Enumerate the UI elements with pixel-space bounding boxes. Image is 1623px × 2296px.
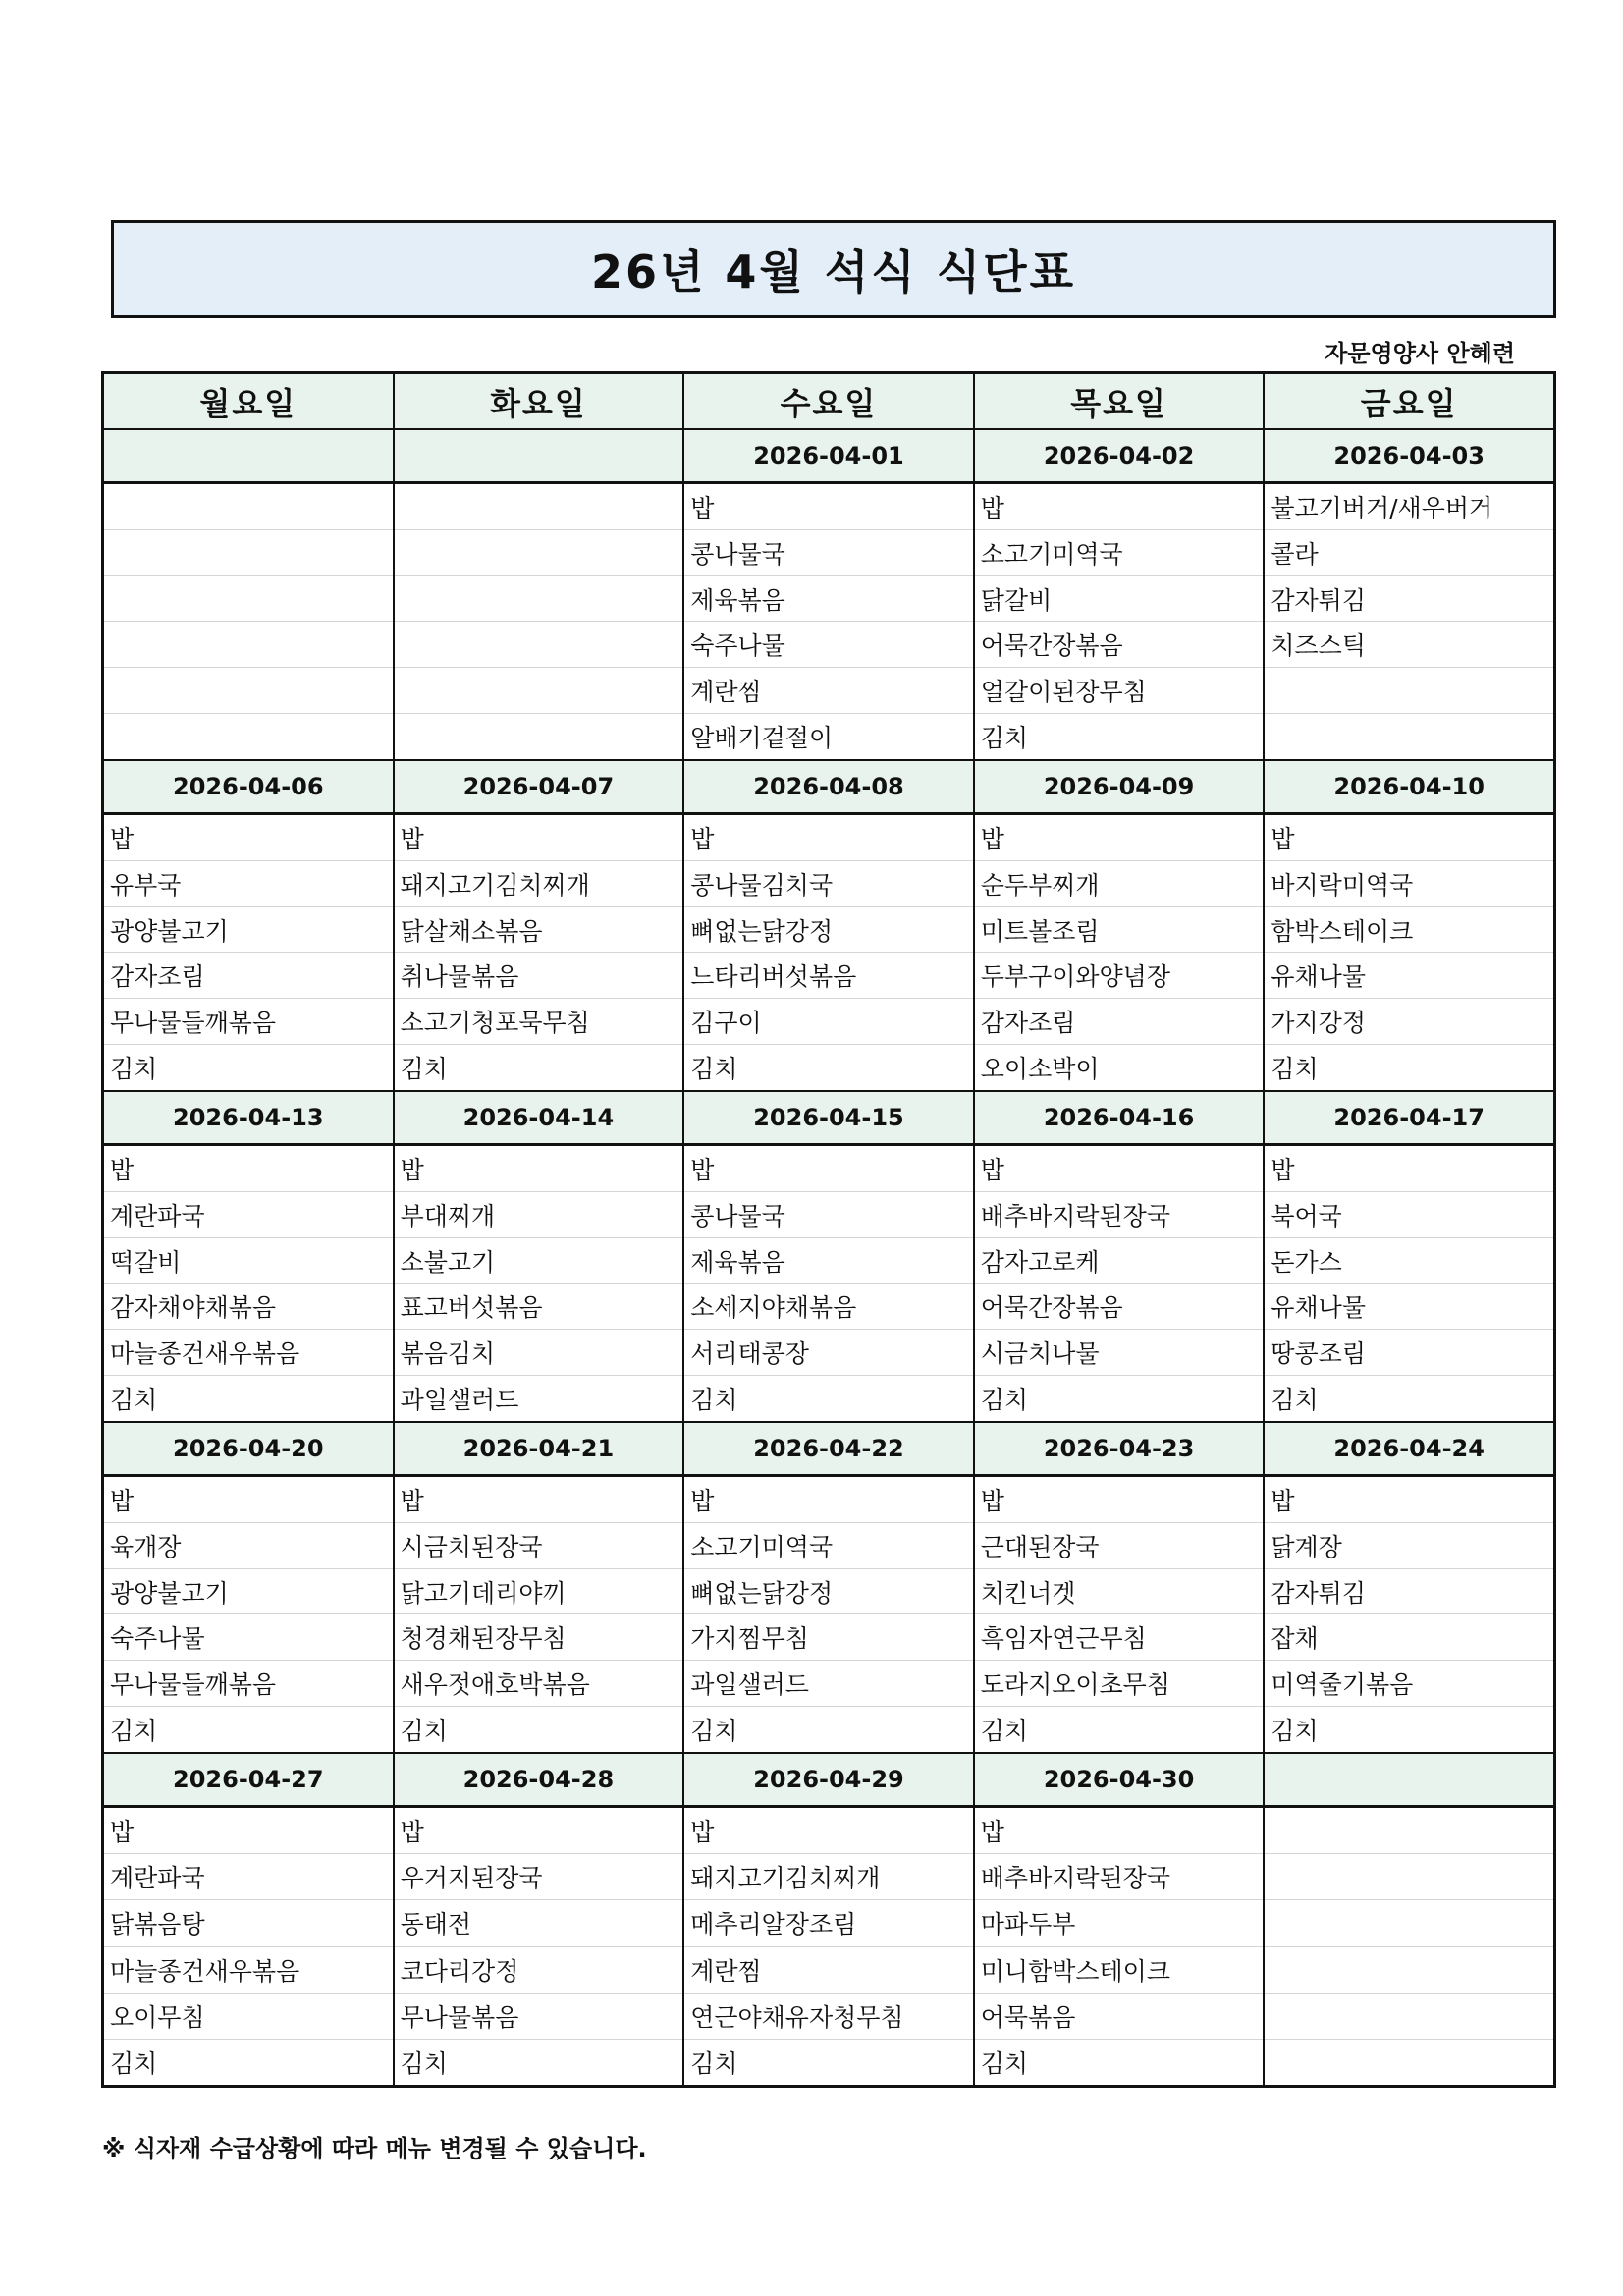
date-cell-wed: 2026-04-29 xyxy=(684,1754,975,1808)
dish-item: 미트볼조림 xyxy=(975,907,1264,954)
dish-item: 김치 xyxy=(400,1717,448,1746)
dish-item: 두부구이와양념장 xyxy=(975,953,1264,999)
dish-item: 알배기겉절이 xyxy=(690,724,834,753)
dish-item: 감자튀김 xyxy=(1265,1569,1553,1615)
dish-item: 메추리알장조림 xyxy=(684,1900,973,1946)
dish-item: 돼지고기김치찌개 xyxy=(395,861,683,907)
dish-item: 밥 xyxy=(975,1477,1264,1523)
dish-item: 돼지고기김치찌개 xyxy=(684,1854,973,1900)
dish-item: 닭계장 xyxy=(1265,1523,1553,1569)
date-cell-tue: 2026-04-28 xyxy=(395,1754,685,1808)
dish-item: 닭볶음탕 xyxy=(104,1900,393,1946)
weekday-header-wed: 수요일 xyxy=(684,374,975,430)
dish-item xyxy=(1265,1947,1553,1994)
dish-item: 뼈없는닭강정 xyxy=(684,1569,973,1615)
menu-cell-mon xyxy=(104,484,395,761)
dish-item: 시금치나물 xyxy=(975,1330,1264,1376)
dish-item: 부대찌개 xyxy=(395,1192,683,1238)
dish-item: 밥 xyxy=(975,1146,1264,1192)
menu-cell-wed xyxy=(684,484,975,761)
dish-item: 과일샐러드 xyxy=(400,1386,519,1415)
dish-item: 김치 xyxy=(110,1386,158,1415)
dish-item: 소불고기 xyxy=(395,1238,683,1285)
date-row xyxy=(104,1423,1553,1477)
dish-item: 김치 xyxy=(1271,1055,1319,1084)
date-cell-thu: 2026-04-30 xyxy=(975,1754,1266,1808)
dish-item xyxy=(104,484,393,530)
dish-item: 김치 xyxy=(400,2049,448,2078)
date-cell-thu: 2026-04-09 xyxy=(975,761,1266,815)
dish-item: 잡채 xyxy=(1265,1614,1553,1661)
date-cell-thu: 2026-04-02 xyxy=(975,430,1266,484)
date-cell-wed: 2026-04-22 xyxy=(684,1423,975,1477)
weekday-header-row xyxy=(104,374,1553,430)
dish-item: 콩나물국 xyxy=(684,530,973,576)
dish-item xyxy=(104,530,393,576)
dish-row xyxy=(104,484,1553,761)
menu-cell-tue xyxy=(395,1146,685,1423)
dish-item: 제육볶음 xyxy=(684,576,973,623)
dish-item: 밥 xyxy=(104,1146,393,1192)
dish-item: 김치 xyxy=(110,2049,158,2078)
dish-item: 닭갈비 xyxy=(975,576,1264,623)
dish-item: 콩나물국 xyxy=(684,1192,973,1238)
dish-item: 밥 xyxy=(1265,1146,1553,1192)
dish-item: 서리태콩장 xyxy=(684,1330,973,1376)
dish-item: 김치 xyxy=(690,1717,738,1746)
dish-item: 흑임자연근무침 xyxy=(975,1614,1264,1661)
date-cell-mon xyxy=(104,430,395,484)
dish-item xyxy=(104,668,393,714)
dish-item: 유부국 xyxy=(104,861,393,907)
menu-cell-tue xyxy=(395,815,685,1092)
dish-item: 밥 xyxy=(684,815,973,861)
dish-item: 마파두부 xyxy=(975,1900,1264,1946)
menu-cell-fri xyxy=(1265,484,1553,761)
dish-item: 표고버섯볶음 xyxy=(395,1284,683,1330)
dish-item: 밥 xyxy=(395,1146,683,1192)
dish-item xyxy=(1265,668,1553,714)
menu-cell-wed xyxy=(684,815,975,1092)
dish-item: 숙주나물 xyxy=(104,1614,393,1661)
dish-item: 감자튀김 xyxy=(1265,576,1553,623)
dish-item xyxy=(1265,2040,1553,2085)
dish-item: 감자고로케 xyxy=(975,1238,1264,1285)
menu-cell-thu xyxy=(975,1477,1266,1754)
dish-item: 김치 xyxy=(110,1717,158,1746)
dish-item: 밥 xyxy=(975,1808,1264,1854)
dish-item: 제육볶음 xyxy=(684,1238,973,1285)
dish-item xyxy=(395,668,683,714)
date-cell-wed: 2026-04-08 xyxy=(684,761,975,815)
dish-item xyxy=(395,576,683,623)
dish-item: 계란찜 xyxy=(684,668,973,714)
dish-item: 바지락미역국 xyxy=(1265,861,1553,907)
dish-item: 무나물들깨볶음 xyxy=(104,1661,393,1707)
dish-row xyxy=(104,1808,1553,2085)
dish-item: 함박스테이크 xyxy=(1265,907,1553,954)
dish-item: 뼈없는닭강정 xyxy=(684,907,973,954)
dish-row xyxy=(104,1146,1553,1423)
dish-item: 육개장 xyxy=(104,1523,393,1569)
date-cell-fri: 2026-04-03 xyxy=(1265,430,1553,484)
dish-item: 미니함박스테이크 xyxy=(975,1947,1264,1994)
dish-item: 밥 xyxy=(395,1477,683,1523)
dish-item: 김구이 xyxy=(684,999,973,1045)
date-cell-fri xyxy=(1265,1754,1553,1808)
dish-item: 숙주나물 xyxy=(684,622,973,668)
dish-item: 김치 xyxy=(690,1386,738,1415)
dish-item: 가지강정 xyxy=(1265,999,1553,1045)
dish-item: 밥 xyxy=(684,1146,973,1192)
dish-item: 밥 xyxy=(684,484,973,530)
dish-item: 밥 xyxy=(1265,1477,1553,1523)
dish-item xyxy=(1265,1854,1553,1900)
dish-item xyxy=(104,622,393,668)
date-row xyxy=(104,761,1553,815)
dish-item xyxy=(104,576,393,623)
dish-item: 광양불고기 xyxy=(104,907,393,954)
dish-item: 닭고기데리야끼 xyxy=(395,1569,683,1615)
dish-item: 돈가스 xyxy=(1265,1238,1553,1285)
week-block-2 xyxy=(104,761,1553,1092)
menu-cell-fri xyxy=(1265,1477,1553,1754)
dish-item: 김치 xyxy=(980,1386,1029,1415)
dish-item: 유채나물 xyxy=(1265,1284,1553,1330)
date-cell-mon: 2026-04-06 xyxy=(104,761,395,815)
dish-item: 새우젓애호박볶음 xyxy=(395,1661,683,1707)
dish-item: 코다리강정 xyxy=(395,1947,683,1994)
dish-item: 치즈스틱 xyxy=(1265,622,1553,668)
date-cell-tue: 2026-04-07 xyxy=(395,761,685,815)
dish-item: 콩나물김치국 xyxy=(684,861,973,907)
dish-item xyxy=(1265,1994,1553,2040)
dish-item: 계란파국 xyxy=(104,1854,393,1900)
dish-item: 무나물볶음 xyxy=(395,1994,683,2040)
dish-item: 배추바지락된장국 xyxy=(975,1192,1264,1238)
dish-item: 소고기청포묵무침 xyxy=(395,999,683,1045)
dish-item: 과일샐러드 xyxy=(684,1661,973,1707)
dish-item: 얼갈이된장무침 xyxy=(975,668,1264,714)
dish-item: 콜라 xyxy=(1265,530,1553,576)
dish-item: 밥 xyxy=(395,1808,683,1854)
menu-cell-fri xyxy=(1265,815,1553,1092)
dish-item: 밥 xyxy=(684,1808,973,1854)
menu-cell-thu xyxy=(975,1146,1266,1423)
dish-item: 김치 xyxy=(1271,1386,1319,1415)
menu-cell-fri xyxy=(1265,1808,1553,2085)
dish-item: 감자조림 xyxy=(975,999,1264,1045)
dish-item xyxy=(395,622,683,668)
dish-item: 오이무침 xyxy=(104,1994,393,2040)
dish-item: 가지찜무침 xyxy=(684,1614,973,1661)
dish-item: 밥 xyxy=(684,1477,973,1523)
dish-item: 밥 xyxy=(395,815,683,861)
dish-item: 계란파국 xyxy=(104,1192,393,1238)
dish-item xyxy=(1265,1900,1553,1946)
date-cell-mon: 2026-04-20 xyxy=(104,1423,395,1477)
menu-cell-mon xyxy=(104,1808,395,2085)
date-cell-mon: 2026-04-27 xyxy=(104,1754,395,1808)
dish-item: 김치 xyxy=(400,1055,448,1084)
date-cell-fri: 2026-04-24 xyxy=(1265,1423,1553,1477)
menu-cell-thu xyxy=(975,815,1266,1092)
dish-item: 마늘종건새우볶음 xyxy=(104,1947,393,1994)
week-block-5 xyxy=(104,1754,1553,2085)
menu-cell-thu xyxy=(975,1808,1266,2085)
dish-item: 근대된장국 xyxy=(975,1523,1264,1569)
week-block-3 xyxy=(104,1092,1553,1423)
dish-item: 계란찜 xyxy=(684,1947,973,1994)
dish-item: 소세지야채볶음 xyxy=(684,1284,973,1330)
dish-item: 오이소박이 xyxy=(980,1055,1100,1084)
dish-item xyxy=(1265,714,1553,759)
dish-item: 치킨너겟 xyxy=(975,1569,1264,1615)
date-cell-wed: 2026-04-01 xyxy=(684,430,975,484)
dish-item: 밥 xyxy=(1265,815,1553,861)
dish-item xyxy=(1265,1808,1553,1854)
date-row xyxy=(104,1092,1553,1146)
dish-item: 느타리버섯볶음 xyxy=(684,953,973,999)
dish-item: 볶음김치 xyxy=(395,1330,683,1376)
dish-item: 밥 xyxy=(104,1808,393,1854)
menu-cell-mon xyxy=(104,1477,395,1754)
dish-item: 배추바지락된장국 xyxy=(975,1854,1264,1900)
dish-item: 시금치된장국 xyxy=(395,1523,683,1569)
menu-cell-tue xyxy=(395,1477,685,1754)
week-block-4 xyxy=(104,1423,1553,1754)
date-cell-tue xyxy=(395,430,685,484)
dish-item: 청경채된장무침 xyxy=(395,1614,683,1661)
dish-item: 소고기미역국 xyxy=(975,530,1264,576)
dish-item: 도라지오이초무침 xyxy=(975,1661,1264,1707)
dish-item: 순두부찌개 xyxy=(975,861,1264,907)
date-cell-mon: 2026-04-13 xyxy=(104,1092,395,1146)
page-title: 26년 4월 석식 식단표 xyxy=(590,246,1077,299)
menu-table xyxy=(101,371,1556,2088)
dish-item: 동태전 xyxy=(395,1900,683,1946)
date-cell-fri: 2026-04-17 xyxy=(1265,1092,1553,1146)
weekday-header-tue: 화요일 xyxy=(395,374,685,430)
dish-item: 어묵간장볶음 xyxy=(975,622,1264,668)
dish-row xyxy=(104,1477,1553,1754)
date-cell-fri: 2026-04-10 xyxy=(1265,761,1553,815)
dish-item: 어묵볶음 xyxy=(975,1994,1264,2040)
date-cell-thu: 2026-04-16 xyxy=(975,1092,1266,1146)
date-row xyxy=(104,430,1553,484)
menu-cell-wed xyxy=(684,1477,975,1754)
date-cell-thu: 2026-04-23 xyxy=(975,1423,1266,1477)
menu-cell-mon xyxy=(104,1146,395,1423)
menu-cell-thu xyxy=(975,484,1266,761)
weekday-header-fri: 금요일 xyxy=(1265,374,1553,430)
title-banner xyxy=(111,220,1556,318)
dish-item: 김치 xyxy=(980,1717,1029,1746)
week-block-1 xyxy=(104,430,1553,761)
dish-item: 북어국 xyxy=(1265,1192,1553,1238)
dish-item: 김치 xyxy=(690,2049,738,2078)
dish-item: 닭살채소볶음 xyxy=(395,907,683,954)
weekday-header-thu: 목요일 xyxy=(975,374,1266,430)
menu-cell-wed xyxy=(684,1146,975,1423)
dish-item: 연근야채유자청무침 xyxy=(684,1994,973,2040)
menu-cell-tue xyxy=(395,1808,685,2085)
menu-cell-fri xyxy=(1265,1146,1553,1423)
dish-item: 불고기버거/새우버거 xyxy=(1265,484,1553,530)
dish-item: 미역줄기볶음 xyxy=(1265,1661,1553,1707)
footnote: ※ 식자재 수급상황에 따라 메뉴 변경될 수 있습니다. xyxy=(102,2135,647,2162)
dish-item: 유채나물 xyxy=(1265,953,1553,999)
dish-item: 감자채야채볶음 xyxy=(104,1284,393,1330)
dish-item: 감자조림 xyxy=(104,953,393,999)
date-row xyxy=(104,1754,1553,1808)
dish-item: 밥 xyxy=(975,484,1264,530)
dish-item: 어묵간장볶음 xyxy=(975,1284,1264,1330)
dish-item xyxy=(104,714,393,759)
weekday-header-mon: 월요일 xyxy=(104,374,395,430)
dish-item: 밥 xyxy=(104,815,393,861)
date-cell-tue: 2026-04-21 xyxy=(395,1423,685,1477)
dish-item: 땅콩조림 xyxy=(1265,1330,1553,1376)
dish-item: 소고기미역국 xyxy=(684,1523,973,1569)
dish-item: 김치 xyxy=(110,1055,158,1084)
dish-item: 밥 xyxy=(104,1477,393,1523)
dish-item: 김치 xyxy=(1271,1717,1319,1746)
dish-item: 김치 xyxy=(690,1055,738,1084)
dish-item xyxy=(395,530,683,576)
dish-item xyxy=(395,714,683,759)
menu-cell-mon xyxy=(104,815,395,1092)
dish-item: 밥 xyxy=(975,815,1264,861)
dish-item: 김치 xyxy=(980,724,1029,753)
dish-item: 마늘종건새우볶음 xyxy=(104,1330,393,1376)
menu-cell-wed xyxy=(684,1808,975,2085)
dish-item: 우거지된장국 xyxy=(395,1854,683,1900)
date-cell-wed: 2026-04-15 xyxy=(684,1092,975,1146)
dietitian-credit: 자문영양사 안혜련 xyxy=(1325,340,1515,367)
dish-item: 무나물들깨볶음 xyxy=(104,999,393,1045)
date-cell-tue: 2026-04-14 xyxy=(395,1092,685,1146)
menu-cell-tue xyxy=(395,484,685,761)
dish-item xyxy=(395,484,683,530)
dish-item: 떡갈비 xyxy=(104,1238,393,1285)
dish-row xyxy=(104,815,1553,1092)
dish-item: 김치 xyxy=(980,2049,1029,2078)
dish-item: 광양불고기 xyxy=(104,1569,393,1615)
dish-item: 취나물볶음 xyxy=(395,953,683,999)
